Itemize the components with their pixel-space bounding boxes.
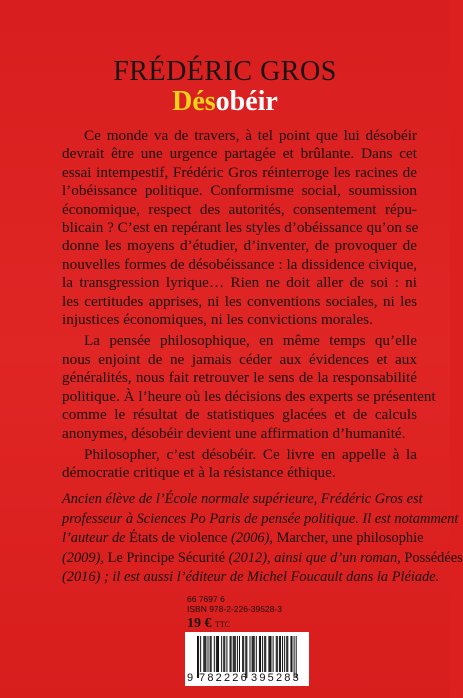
blurb-line: l’obéissance politique. Conformisme social, soumission (62, 182, 417, 200)
blurb-line: Philosopher, c’est désobéir. Ce livre en appelle à la (84, 445, 417, 463)
barcode-bar (260, 636, 261, 672)
blurb-line: comme le résultat de statistiques glacées et de calculs (62, 406, 417, 424)
bio-line: Ancien élève de l’École normale supérieure, Frédéric Gros est (62, 491, 423, 507)
blurb-line: La pensée philosophique, en même temps qu’elle (84, 332, 417, 350)
price (187, 616, 230, 632)
barcode-bar (282, 636, 283, 672)
barcode-bar (210, 636, 211, 672)
title-suffix: obéir (215, 86, 278, 117)
blurb-line: les certitudes apprises, ni les conventions sociales, ni les (62, 292, 417, 310)
barcode-digits-right: 395283 (251, 672, 301, 684)
barcode-bar (273, 636, 274, 672)
barcode-bar (214, 636, 215, 672)
barcode-bar (239, 636, 240, 672)
barcode-bar (223, 636, 224, 672)
barcode-bar (221, 636, 222, 672)
bio-work-title: Le Principe Sécurité (107, 549, 226, 566)
blurb-paragraph-2 (62, 332, 436, 442)
barcode-bar (237, 636, 238, 672)
barcode-bar (269, 636, 270, 672)
barcode-bar (262, 636, 263, 672)
blurb-paragraph-1 (62, 127, 417, 329)
blurb-line: anonymes, désobéir devient une affirmation d’humanité. (62, 424, 406, 442)
blurb-line: blicain ? C’est en repérant les styles d’obéissance qu’on se (62, 219, 419, 237)
barcode-bar (259, 636, 260, 672)
barcode-bar (205, 636, 206, 672)
barcode-bar (243, 636, 244, 672)
bio-work-title: États de violence (129, 530, 228, 546)
barcode-bar (226, 636, 227, 672)
barcode-bar (230, 636, 231, 672)
bio-line (62, 549, 463, 569)
barcode-bar (231, 636, 232, 672)
barcode-bar (204, 636, 205, 672)
barcode-bar (286, 636, 287, 672)
publisher-codes (187, 594, 282, 614)
blurb-line: essai intempestif, Frédéric Gros réinterroge les racines de (62, 163, 417, 181)
isbn: ISBN 978-2-226-39528-3 (187, 604, 282, 614)
price-value: 19 € (187, 616, 212, 631)
barcode-bar (203, 636, 204, 672)
title-prefix: Dés (172, 86, 216, 117)
barcode-bar (211, 636, 212, 672)
barcode-bar (265, 636, 266, 672)
author-bio (62, 490, 463, 588)
barcode-bar (256, 636, 257, 672)
barcode-bar (234, 636, 235, 672)
barcode-bar (217, 636, 218, 672)
price-suffix: TTC (215, 620, 231, 629)
barcode-bar (252, 636, 253, 672)
bio-text: (2012), ainsi que d’un roman, (225, 549, 405, 566)
barcode (185, 632, 309, 686)
barcode-digit-lead: 9 (187, 672, 194, 684)
barcode-bar (250, 636, 251, 672)
blurb-line: la transgression lyrique… Rien ne doit aller de soi : ni (62, 274, 417, 292)
barcode-bar (254, 636, 255, 672)
barcode-bar (284, 636, 285, 672)
barcode-bar (280, 636, 281, 672)
barcode-digits-left: 782226 (199, 672, 249, 684)
barcode-bar (200, 636, 201, 672)
blurb-line: généralités, nous fait retrouver le sens de la responsabilité (62, 369, 417, 387)
blurb-line: donne les moyens d’étudier, d’inventer, de provoquer de (62, 237, 417, 255)
barcode-bar (235, 636, 236, 672)
barcode-bar (242, 636, 243, 672)
barcode-bar (287, 636, 288, 672)
barcode-bar (290, 636, 291, 672)
barcode-bar (264, 636, 265, 672)
blurb-line: démocratie critique et à la résistance éthique. (62, 464, 336, 482)
blurb-line: nouvelles formes de désobéissance : la dissidence civique, (62, 255, 417, 273)
bio-work-title: Marcher, une philosophie (276, 530, 424, 546)
barcode-bar (224, 636, 225, 672)
blurb-line: politique. À l’heure où les décisions des experts se présentent (62, 387, 436, 405)
barcode-bar (292, 636, 293, 672)
barcode-bar (218, 636, 219, 672)
barcode-bar (268, 636, 269, 672)
barcode-bar (208, 636, 209, 672)
barcode-bar (271, 636, 272, 672)
bio-work-title: Possédées (404, 549, 463, 566)
blurb-line: devrait être une urgence partagée et brûlante. Dans cet (62, 145, 417, 163)
blurb-paragraph-3 (62, 446, 417, 483)
barcode-bar (233, 636, 234, 672)
bio-line: professeur à Sciences Po Paris de pensée politique. Il est notamment (62, 510, 459, 527)
barcode-bar (216, 636, 217, 672)
bio-text: l’auteur de (62, 530, 130, 546)
blurb-line: Ce monde va de travers, à tel point que lui désobéir (84, 127, 417, 144)
blurb-line: injustices économiques, ni les convictions morales. (62, 311, 373, 329)
blurb (62, 127, 436, 483)
barcode-bar (276, 636, 277, 672)
barcode-bar (277, 636, 278, 672)
bio-line: (2016) ; il est aussi l’éditeur de Michel Foucault dans la Pléiade. (62, 569, 440, 585)
book-title (0, 86, 450, 118)
blurb-line: nous enjoint de ne jamais céder aux évidences et aux (62, 350, 417, 368)
bio-text: (2006), (227, 530, 277, 546)
barcode-bar (279, 636, 280, 672)
bio-line (62, 529, 422, 549)
barcode-digits (185, 672, 309, 686)
bio-text: (2009), (62, 549, 108, 566)
blurb-line: économique, respect des autorités, consentement répu- (62, 200, 417, 218)
barcode-bar (253, 636, 254, 672)
author-name: FRÉDÉRIC GROS (113, 56, 337, 87)
product-code: 66 7697 6 (187, 594, 225, 604)
